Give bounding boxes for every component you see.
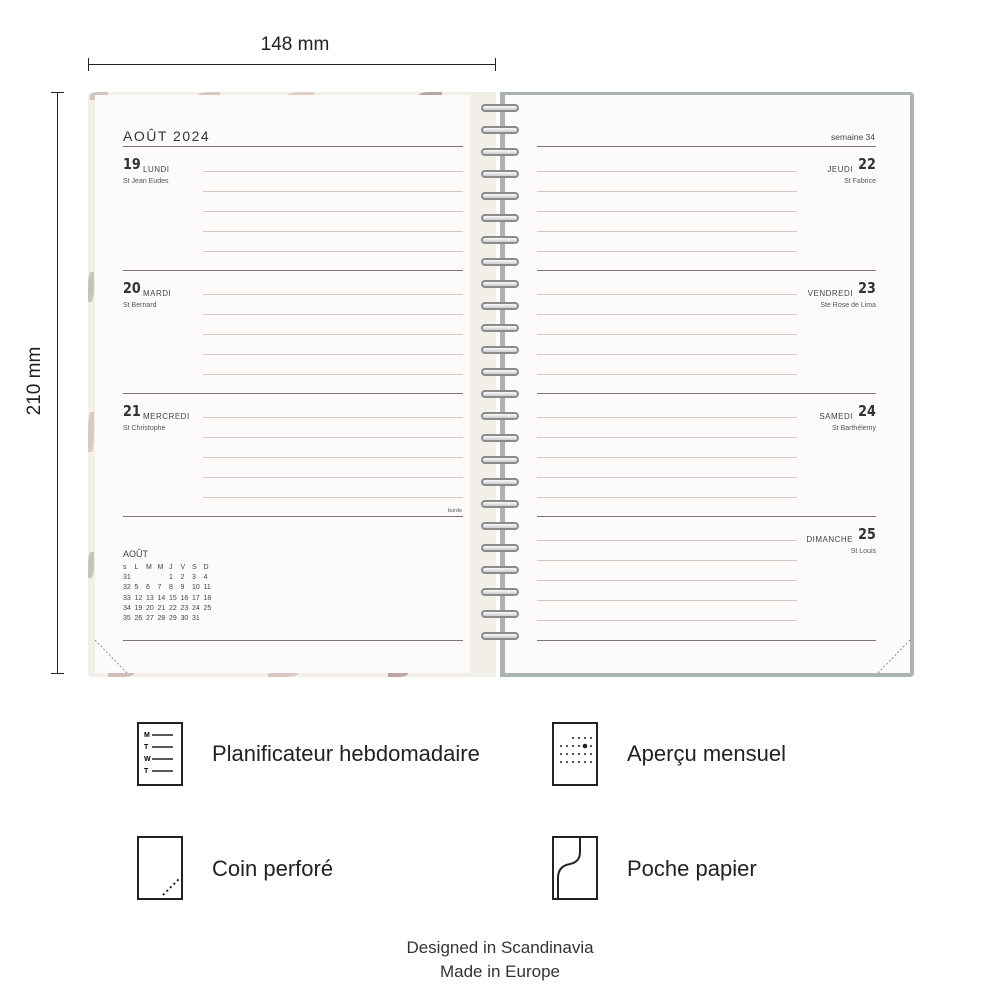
icon-letter: W [144, 756, 151, 763]
write-line [537, 354, 797, 355]
write-line [537, 231, 797, 232]
cal-cell: 26 [134, 615, 143, 623]
write-line [537, 334, 797, 335]
cal-cell: 17 [192, 594, 200, 602]
day-number: 22 [858, 155, 876, 173]
cal-head: D [203, 563, 209, 571]
write-line [537, 437, 797, 438]
write-line [537, 540, 797, 541]
cal-cell: 31 [123, 573, 131, 581]
header-rule [123, 146, 463, 147]
spiral-ring [481, 500, 519, 508]
grid-dot [572, 753, 574, 755]
write-line [537, 417, 797, 418]
cal-cell: 14 [157, 594, 166, 602]
day-number: 23 [858, 279, 876, 297]
write-line [203, 191, 463, 192]
spiral-ring [481, 588, 519, 596]
cal-cell: 5 [134, 584, 139, 592]
monthly-overview-icon [552, 722, 598, 786]
write-line [203, 211, 463, 212]
write-line [537, 620, 797, 621]
saint-name: St Bernard [123, 302, 157, 309]
spiral-ring [481, 456, 519, 464]
day-separator [123, 516, 463, 517]
paper-pocket-icon [552, 836, 598, 900]
icon-letter: M [144, 732, 150, 739]
saint-name: St Jean Eudes [123, 178, 169, 185]
day-separator [123, 393, 463, 394]
cal-head: J [169, 563, 173, 571]
right-planner-page [505, 95, 910, 673]
cal-cell: 28 [157, 615, 166, 623]
grid-dot [572, 761, 574, 763]
spiral-ring [481, 280, 519, 288]
grid-dot [590, 745, 592, 747]
write-line [203, 417, 463, 418]
grid-dot [590, 761, 592, 763]
cal-head: S [192, 563, 197, 571]
grid-dot [566, 753, 568, 755]
write-line [203, 251, 463, 252]
day-name: DIMANCHE [806, 535, 853, 544]
cal-cell: 13 [146, 594, 154, 602]
perforated-corner-left [95, 640, 127, 673]
icon-letter: T [144, 744, 149, 751]
footer-made: Made in Europe [439, 962, 561, 981]
write-line [203, 374, 463, 375]
write-line [537, 171, 797, 172]
write-line [203, 437, 463, 438]
feature-label-corner: Coin perforé [212, 856, 334, 881]
footer-designed: Designed in Scandinavia [406, 938, 594, 957]
spiral-ring [481, 368, 519, 376]
grid-dot [578, 745, 580, 747]
day-name: VENDREDI [807, 289, 853, 298]
grid-dot [590, 753, 592, 755]
cal-cell: 6 [146, 584, 150, 592]
cal-cell [204, 613, 216, 623]
brand-mark: burde [448, 508, 463, 514]
saint-name: Ste Rose de Lima [820, 302, 876, 309]
feature-label-monthly: Aperçu mensuel [627, 741, 786, 766]
cal-cell: 12 [134, 594, 143, 602]
write-line [537, 580, 797, 581]
spiral-ring [481, 324, 519, 332]
write-line [203, 171, 463, 172]
spiral-ring [481, 192, 519, 200]
write-line [203, 334, 463, 335]
cal-cell: 24 [192, 604, 200, 612]
spiral-ring [481, 148, 519, 156]
day-number: 20 [123, 279, 141, 297]
cal-cell: 27 [146, 615, 154, 623]
spiral-ring [481, 632, 519, 640]
saint-name: St Christophe [123, 425, 166, 432]
mini-calendar [123, 549, 215, 624]
write-line [203, 477, 463, 478]
bottom-rule [537, 640, 876, 641]
cal-cell: 23 [180, 604, 189, 612]
cal-cell: 25 [203, 604, 212, 612]
cal-head: s [123, 563, 127, 571]
grid-dot [566, 745, 568, 747]
bottom-rule [123, 640, 463, 641]
day-number: 19 [123, 155, 141, 173]
day-name: MERCREDI [143, 412, 190, 421]
write-line [203, 497, 463, 498]
grid-dot [578, 753, 580, 755]
day-separator [123, 270, 463, 271]
cal-cell: 15 [169, 594, 177, 602]
cal-cell: 29 [169, 615, 177, 623]
grid-dot [566, 761, 568, 763]
cal-cell [135, 572, 147, 582]
day-separator [537, 270, 876, 271]
cal-cell [158, 572, 170, 582]
grid-dot [560, 745, 562, 747]
cal-cell: 20 [146, 604, 154, 612]
write-line [537, 374, 797, 375]
day-separator [537, 393, 876, 394]
write-line [203, 457, 463, 458]
grid-dot [572, 745, 574, 747]
cal-cell: 31 [192, 615, 200, 623]
weekly-planner-icon [137, 722, 183, 786]
spiral-ring [481, 522, 519, 530]
cal-cell: 18 [203, 594, 212, 602]
grid-dot [578, 737, 580, 739]
width-dimension-label: 148 mm [260, 34, 330, 55]
spiral-ring [481, 434, 519, 442]
grid-dot [578, 761, 580, 763]
write-line [537, 211, 797, 212]
width-dimension-line [88, 64, 496, 65]
left-planner-page [95, 95, 470, 673]
grid-dot [583, 744, 588, 749]
spiral-ring [481, 236, 519, 244]
saint-name: St Louis [850, 548, 876, 555]
spiral-ring [481, 126, 519, 134]
cal-cell: 33 [123, 594, 131, 602]
cal-head: M [146, 563, 152, 571]
write-line [203, 231, 463, 232]
day-number: 21 [123, 402, 141, 420]
cal-cell: 21 [157, 604, 166, 612]
week-label: semaine 34 [831, 132, 875, 142]
cal-cell: 34 [123, 604, 131, 612]
spiral-ring [481, 170, 519, 178]
cal-cell: 4 [203, 573, 208, 581]
write-line [203, 314, 463, 315]
height-dimension-line [57, 92, 58, 674]
cal-cell: 35 [123, 615, 131, 623]
cal-cell: 8 [169, 584, 173, 592]
grid-dot [590, 737, 592, 739]
spiral-ring [481, 346, 519, 354]
cal-cell: 30 [180, 615, 189, 623]
spiral-ring [481, 544, 519, 552]
day-number: 25 [858, 525, 876, 543]
cal-cell [146, 572, 158, 582]
day-name: MARDI [143, 289, 172, 298]
write-line [537, 497, 797, 498]
cal-cell: 10 [192, 584, 200, 592]
spiral-ring [481, 302, 519, 310]
write-line [537, 457, 797, 458]
write-line [537, 600, 797, 601]
grid-dot [572, 737, 574, 739]
spiral-ring [481, 478, 519, 486]
write-line [203, 354, 463, 355]
grid-dot [584, 737, 586, 739]
day-separator [537, 516, 876, 517]
saint-name: St Barthélemy [832, 425, 876, 432]
day-name: SAMEDI [819, 412, 853, 421]
grid-dot [560, 761, 562, 763]
day-name: LUNDI [143, 165, 170, 174]
write-line [537, 294, 797, 295]
spiral-ring [481, 566, 519, 574]
write-line [537, 191, 797, 192]
spiral-ring [481, 104, 519, 112]
write-line [537, 314, 797, 315]
spiral-ring [481, 390, 519, 398]
cal-cell: 9 [180, 584, 185, 592]
cal-cell: 16 [180, 594, 189, 602]
cal-cell: 11 [203, 584, 211, 592]
spiral-ring [481, 610, 519, 618]
header-rule [537, 146, 876, 147]
day-number: 24 [858, 402, 876, 420]
mini-calendar-grid [123, 562, 215, 624]
cal-cell: 1 [169, 573, 173, 581]
write-line [537, 251, 797, 252]
spiral-ring [481, 258, 519, 266]
day-name: JEUDI [827, 165, 853, 174]
cal-cell: 3 [192, 573, 196, 581]
cal-cell: 19 [134, 604, 143, 612]
cal-cell: 7 [157, 584, 162, 592]
saint-name: St Fabrice [844, 178, 876, 185]
cal-cell: 22 [169, 604, 177, 612]
icon-letter: T [144, 768, 149, 775]
perforated-corner-icon [137, 836, 183, 900]
grid-dot [584, 753, 586, 755]
cal-cell: 2 [180, 573, 185, 581]
cal-head: V [180, 563, 186, 571]
cal-head: L [134, 563, 139, 571]
grid-dot [560, 753, 562, 755]
grid-dot [584, 761, 586, 763]
month-title: AOÛT 2024 [123, 128, 211, 144]
feature-label-pocket: Poche papier [627, 856, 757, 881]
write-line [203, 294, 463, 295]
height-dimension-label: 210 mm [24, 346, 45, 416]
spiral-ring [481, 214, 519, 222]
perforated-corner-right [878, 640, 910, 673]
spiral-ring [481, 412, 519, 420]
write-line [537, 560, 797, 561]
cal-cell: 32 [123, 584, 131, 592]
feature-label-weekly: Planificateur hebdomadaire [212, 741, 480, 766]
mini-calendar-title: AOÛT [123, 549, 149, 559]
cal-head: M [157, 563, 164, 571]
write-line [537, 477, 797, 478]
